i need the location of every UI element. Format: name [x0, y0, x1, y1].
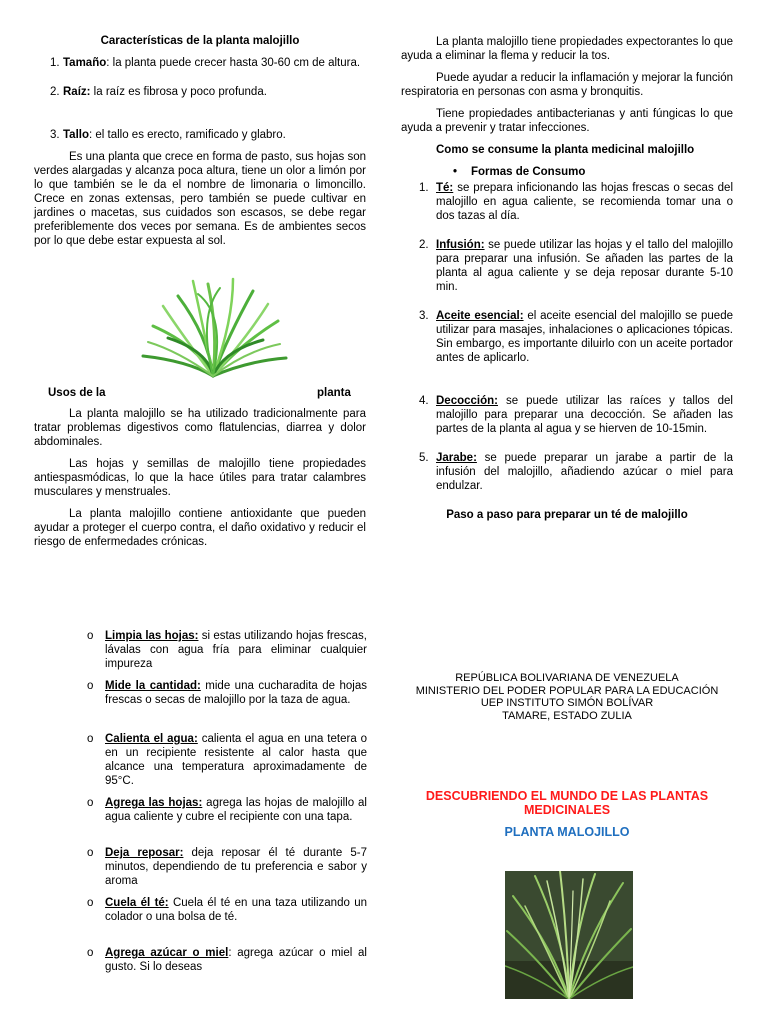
usos-section	[34, 407, 366, 549]
step-label: Limpia las hojas:	[105, 630, 199, 642]
usos-paragraph: Las hojas y semillas de malojillo tiene propiedades antiespasmódicas, lo que la hace útiles para tratar calambres musculares y menstruales.	[34, 458, 366, 498]
item-number: 2.	[419, 239, 429, 251]
usos-paragraph: La planta malojillo contiene antioxidante que pueden ayudar a proteger el cuerpo contra, el daño oxidativo y reducir el riesgo de enfermedades crónicas.	[34, 508, 366, 548]
property-paragraph: Puede ayudar a reducir la inflamación y mejorar la función respiratoria en personas con asma y bronquitis.	[401, 72, 733, 98]
item-number: 1.	[50, 57, 60, 69]
institution-line: UEP INSTITUTO SIMÓN BOLÍVAR	[480, 697, 654, 709]
circle-bullet-icon: o	[87, 947, 94, 959]
item-text: se puede preparar un jarabe a partir de la infusión del malojillo, añadiendo azúcar o miel para endulzar.	[436, 452, 733, 492]
plant-photo-image	[505, 871, 633, 999]
left-column	[34, 34, 366, 248]
usos-heading-left: Usos de la	[48, 387, 106, 399]
list-item	[401, 181, 733, 223]
item-label: Tallo	[63, 129, 89, 141]
formas-label: Formas de Consumo	[471, 166, 586, 178]
circle-bullet-icon: o	[87, 733, 94, 745]
step-text: si estas utilizando hojas frescas, lávalas con agua fría para eliminar cualquier impureza	[105, 630, 367, 670]
list-item	[401, 394, 733, 436]
step-item	[87, 896, 367, 924]
formas-heading	[401, 165, 733, 179]
plant-description: Es una planta que crece en forma de pasto, sus hojas son verdes alargadas y alcanza poca altura, tiene un olor a limón por lo que también se le da el nombre de limonaria o limoncillo. Crece en zonas extensas, pero también se puede cultivar en jardines o macetas, sus cuidados son escasos, se debe regar preferiblemente dos veces por semana. Es de ambientes secos por lo que debe estar expuesta al sol.	[34, 151, 366, 247]
step-item	[87, 946, 367, 974]
step-label: Mide la cantidad:	[105, 680, 201, 692]
item-text: la raíz es fibrosa y poco profunda.	[90, 86, 267, 98]
circle-bullet-icon: o	[87, 630, 94, 642]
consume-heading: Como se consume la planta medicinal malojillo	[436, 144, 695, 156]
item-text: : la planta puede crecer hasta 30-60 cm de altura.	[106, 57, 361, 69]
item-text: se puede utilizar las hojas y el tallo del malojillo para preparar una infusión. Se añaden las partes de la planta al agua caliente y se deja reposar durante 5-10 min.	[436, 239, 733, 293]
grass-image	[138, 276, 288, 380]
item-number: 4.	[419, 395, 429, 407]
item-label: Tamaño	[63, 57, 107, 69]
step-text: mide una cucharadita de hojas frescas o secas de malojillo por la taza de agua.	[105, 680, 367, 706]
step-label: Agrega las hojas:	[105, 797, 203, 809]
formas-list	[401, 181, 733, 493]
circle-bullet-icon: o	[87, 797, 94, 809]
cover-title: DESCUBRIENDO EL MUNDO DE LAS PLANTAS MEDICINALES	[425, 789, 709, 817]
cover-subtitle: PLANTA MALOJILLO	[504, 825, 630, 839]
circle-bullet-icon: o	[87, 847, 94, 859]
step-text: : agrega azúcar o miel al gusto. Si lo deseas	[105, 947, 367, 973]
paso-heading: Paso a paso para preparar un té de malojillo	[446, 509, 688, 521]
characteristics-heading: Características de la planta malojillo	[100, 35, 300, 47]
item-number: 1.	[419, 182, 429, 194]
institution-line: MINISTERIO DEL PODER POPULAR PARA LA EDUCACIÓN	[415, 684, 719, 697]
usos-paragraph: La planta malojillo se ha utilizado tradicionalmente para tratar problemas digestivos como flatulencias, diarrea y dolor abdominales.	[34, 408, 366, 448]
steps-list	[87, 629, 368, 974]
step-text: Cuela él té en una taza utilizando un colador o una bolsa de té.	[105, 897, 367, 923]
item-label: Aceite esencial:	[436, 310, 524, 322]
list-item	[401, 238, 733, 294]
list-item	[401, 309, 733, 365]
list-item	[401, 451, 733, 493]
item-text: se prepara inficionando las hojas frescas o secas del malojillo en agua caliente, se recomienda tomar una o dos tazas al día.	[436, 182, 733, 222]
step-label: Cuela él té:	[105, 897, 169, 909]
item-number: 3.	[419, 310, 429, 322]
step-text: calienta el agua en una tetera o en un recipiente resistente al calor hasta que alcance una temperatura aproximadamente de 95°C.	[105, 733, 368, 787]
item-text: el aceite esencial del malojillo se puede utilizar para masajes, inhalaciones o aplicaciones tópicas. Sin embargo, es importante diluirlo con un aceite portador antes de aplicarlo.	[436, 310, 733, 364]
step-item	[87, 629, 367, 671]
item-label: Jarabe:	[436, 452, 477, 464]
step-text: agrega las hojas de malojillo al agua caliente y cubre el recipiente con una tapa.	[105, 797, 367, 823]
step-label: Deja reposar:	[105, 847, 184, 859]
list-item	[34, 128, 366, 142]
item-number: 5.	[419, 452, 429, 464]
list-item	[34, 56, 366, 70]
usos-heading-right: planta	[317, 387, 351, 399]
circle-bullet-icon: o	[87, 897, 94, 909]
property-paragraph: Tiene propiedades antibacterianas y anti fúngicas lo que ayuda a prevenir y tratar infecciones.	[401, 108, 733, 134]
item-label: Infusión:	[436, 239, 485, 251]
item-number: 3.	[50, 129, 60, 141]
step-item	[87, 846, 367, 888]
right-column	[401, 35, 733, 522]
property-paragraph: La planta malojillo tiene propiedades expectorantes lo que ayuda a eliminar la flema y reducir la tos.	[401, 36, 733, 62]
item-label: Decocción:	[436, 395, 498, 407]
item-label: Raíz:	[63, 86, 91, 98]
step-item	[87, 796, 367, 824]
plant-photo	[505, 871, 633, 999]
grass-illustration	[138, 276, 288, 380]
step-label: Calienta el agua:	[105, 733, 198, 745]
step-item	[87, 679, 367, 707]
bullet-icon: •	[453, 166, 458, 178]
item-text: se puede utilizar las raíces y tallos del malojillo para preparar una decocción. Se añaden las partes de la planta al agua y se hierven de 10-15min.	[436, 395, 733, 435]
list-item	[34, 85, 366, 99]
item-text: : el tallo es erecto, ramificado y glabro.	[88, 129, 286, 141]
step-text: deja reposar él té durante 5-7 minutos, dependiendo de tu preferencia e sabor y aroma	[105, 847, 367, 887]
institution-block	[401, 672, 733, 722]
circle-bullet-icon: o	[87, 680, 94, 692]
institution-line: TAMARE, ESTADO ZULIA	[502, 709, 632, 722]
step-label: Agrega azúcar o miel	[105, 947, 229, 959]
item-number: 2.	[50, 86, 60, 98]
item-label: Té:	[436, 182, 454, 194]
characteristics-list	[34, 56, 366, 142]
step-item	[87, 732, 368, 788]
institution-line: REPÚBLICA BOLIVARIANA DE VENEZUELA	[455, 672, 679, 684]
